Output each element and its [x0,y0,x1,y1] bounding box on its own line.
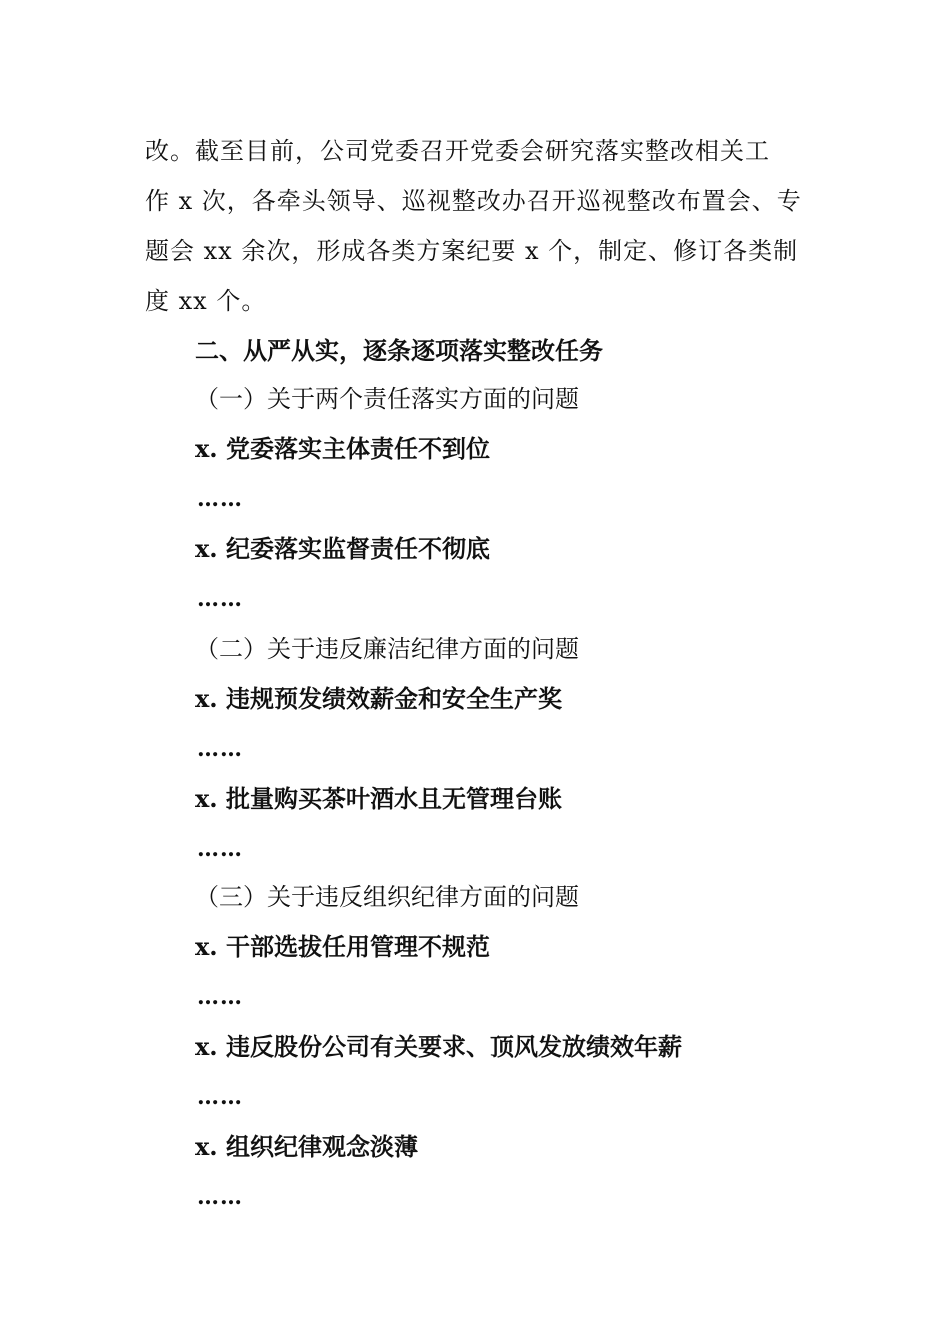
item-1-1-ellipsis: …… [197,486,243,512]
item-1-1: x. 党委落实主体责任不到位 [195,434,491,463]
subsection-title-2: （二）关于违反廉洁纪律方面的问题 [195,635,579,663]
item-3-2-ellipsis: …… [197,1084,243,1110]
intro-line-3: 题会 xx 余次，形成各类方案纪要 x 个，制定、修订各类制 [145,237,799,265]
subsection-title-3: （三）关于违反组织纪律方面的问题 [195,883,579,911]
item-2-2-ellipsis: …… [197,836,243,862]
item-3-1: x. 干部选拔任用管理不规范 [195,932,491,961]
intro-line-2: 作 x 次，各牵头领导、巡视整改办召开巡视整改布置会、专 [145,187,802,215]
item-2-2: x. 批量购买茶叶酒水且无管理台账 [195,784,563,813]
item-3-3: x. 组织纪律观念淡薄 [195,1132,419,1161]
intro-line-4: 度 xx 个。 [145,287,267,315]
item-2-1: x. 违规预发绩效薪金和安全生产奖 [195,684,563,713]
item-3-1-ellipsis: …… [197,984,243,1010]
item-1-2: x. 纪委落实监督责任不彻底 [195,534,491,563]
item-3-3-ellipsis: …… [197,1184,243,1210]
section-heading: 二、从严从实，逐条逐项落实整改任务 [195,337,603,365]
item-1-2-ellipsis: …… [197,586,243,612]
item-2-1-ellipsis: …… [197,736,243,762]
item-3-2: x. 违反股份公司有关要求、顶风发放绩效年薪 [195,1032,683,1061]
subsection-title-1: （一）关于两个责任落实方面的问题 [195,385,579,413]
intro-line-1: 改。截至目前，公司党委召开党委会研究落实整改相关工 [145,137,770,165]
